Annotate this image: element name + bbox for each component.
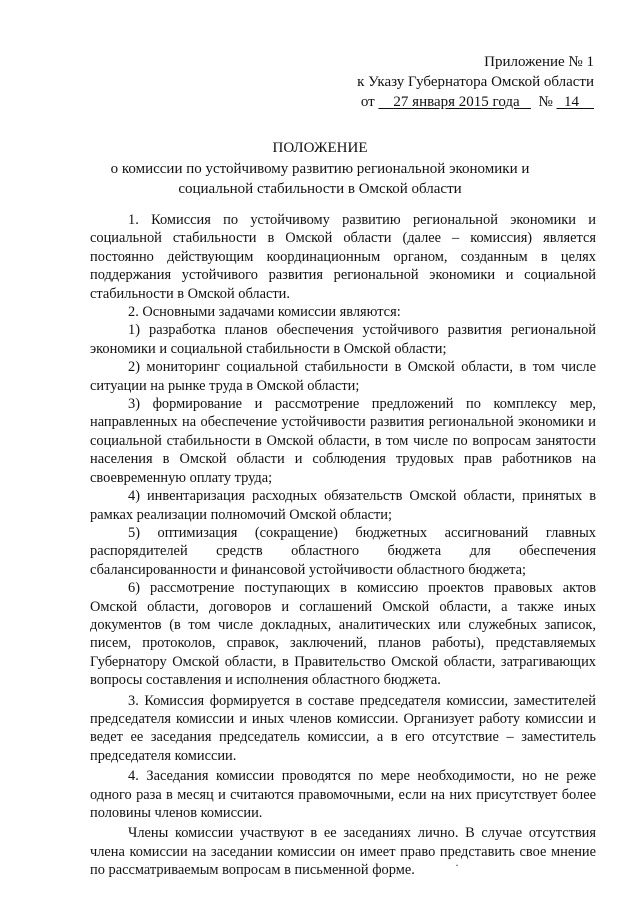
title-heading: ПОЛОЖЕНИЕ xyxy=(272,140,368,156)
appendix-header xyxy=(357,52,594,112)
paragraph: 6) рассмотрение поступающих в комиссию проектов правовых актов Омской области, договоров и соглашений Омской области, а также иных документов (в том числе докладных, аналитических или служебных записок, писем, протоколов, справок, заключений, планов работы), представляемых Губернатору Омской области, в Правительство Омской области, затрагивающих вопросы составления и исполнения областного бюджета. xyxy=(90,580,596,689)
scan-artifact-dot: · xyxy=(455,858,459,872)
paragraph: 2) мониторинг социальной стабильности в Омской области, в том числе ситуации на рынке труда в Омской области; xyxy=(90,359,596,394)
document-title xyxy=(0,138,640,200)
decree-date: 27 января 2015 года xyxy=(393,94,520,110)
paragraph: 2. Основными задачами комиссии являются: xyxy=(128,304,401,321)
decree-reference: к Указу Губернатора Омской области xyxy=(357,74,594,90)
paragraph: 3) формирование и рассмотрение предложений по комплексу мер, направленных на обеспечение устойчивости развития региональной экономики и социальной стабильности в Омской области, в том числе по вопросам занятости населения в Омской области и соблюдения трудовых прав работников на своевременную оплату труда; xyxy=(90,396,596,486)
title-line-1: о комиссии по устойчивому развитию региональной экономики и xyxy=(110,160,530,177)
number-prefix: № xyxy=(538,94,553,110)
document-body xyxy=(90,211,596,880)
paragraph: Члены комиссии участвуют в ее заседаниях лично. В случае отсутствия члена комиссии на заседании комиссии он имеет право представить свое мнение по рассматриваемым вопросам в письменной форме. xyxy=(90,825,596,879)
appendix-label: Приложение № 1 xyxy=(484,54,594,70)
decree-date-line xyxy=(357,92,594,112)
decree-number: 14 xyxy=(564,94,579,110)
paragraph: 5) оптимизация (сокращение) бюджетных ассигнований главных распорядителей средств областного бюджета для обеспечения сбалансированности и финансовой устойчивости областного бюджета; xyxy=(90,524,596,578)
date-prefix: от xyxy=(360,94,375,110)
title-line-2: социальной стабильности в Омской области xyxy=(178,181,462,197)
paragraph: 1) разработка планов обеспечения устойчивого развития региональной экономики и социальной стабильности в Омской области; xyxy=(90,322,596,357)
paragraph: 1. Комиссия по устойчивому развитию региональной экономики и социальной стабильности в Омской области (далее – комиссия) является постоянно действующим координационным органом, созданным в целях поддержания устойчивого развития региональной экономики и социальной стабильности в Омской области. xyxy=(90,212,596,302)
paragraph: 4. Заседания комиссии проводятся по мере необходимости, но не реже одного раза в месяц и считаются правомочными, если на них присутствует более половины членов комиссии. xyxy=(90,768,596,821)
paragraph: 4) инвентаризация расходных обязательств Омской области, принятых в рамках реализации полномочий Омской области; xyxy=(90,488,596,523)
paragraph: 3. Комиссия формируется в составе председателя комиссии, заместителей председателя комиссии и иных членов комиссии. Организует работу комиссии и ведет ее заседания председатель комиссии, а в его отсутствие – заместитель председателя комиссии. xyxy=(90,692,596,764)
